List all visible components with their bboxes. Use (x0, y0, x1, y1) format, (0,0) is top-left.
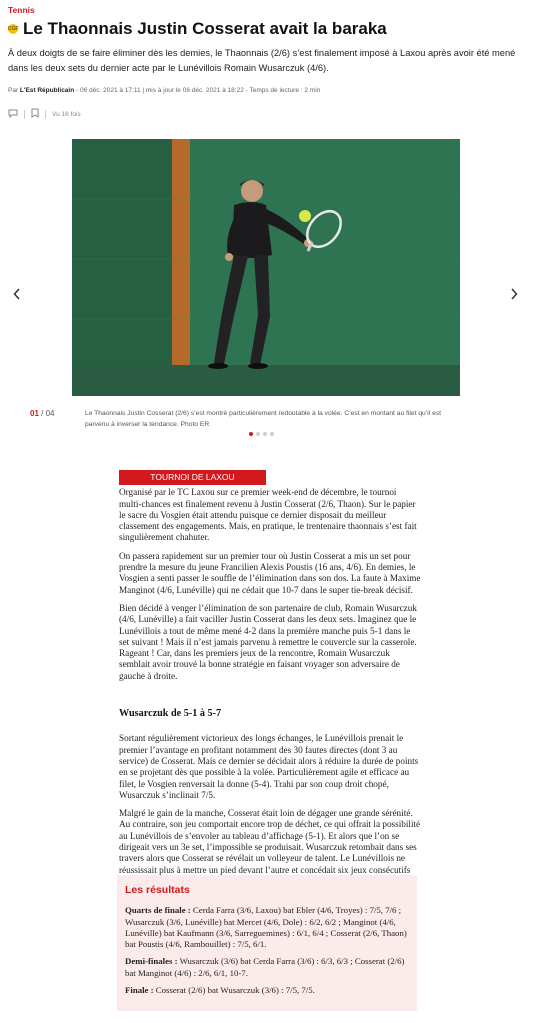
tennis-player-photo (72, 139, 460, 396)
results-title: Les résultats (125, 884, 190, 896)
final-label: Finale : (125, 985, 154, 996)
gallery-dot[interactable] (249, 432, 253, 436)
paragraph: Organisé par le TC Laxou sur ce premier week-end de décembre, le tournoi multi-chances est finalement revenu à Justin Cosserat (2/6, Thaon). Sur le papier le sacre du Vosgien était attendu puisque ce dernier disposait du meilleur classement des engagements. Mais, en pratique, le trentenaire thaonnais s’est fait singulièrement chahuter. (119, 487, 417, 543)
semifinals-text: Wusarczuk (3/6) bat Cerda Farra (3/6) : 6/3, 6/3 ; Cosserat (2/6) bat Manginot (4/6) : 2/6, 6/1, 10-7. (125, 956, 405, 978)
article-tools (8, 108, 81, 120)
meta-source[interactable]: L'Est Républicain (19, 87, 75, 94)
results-semifinals (125, 956, 409, 979)
gallery-dot[interactable] (256, 432, 260, 436)
paragraph: Bien décidé à venger l’élimination de son partenaire de club, Romain Wusarczuk (4/6, Lunéville) a fait vaciller Justin Cosserat dans les deux sets. Imaginez que le Lunévillois a tout de même mené 4-2 dans la première manche puis 5-1 dans le set suivant ! Mais il n’est jamais parvenu à remettre le couvercle sur la casserole. Rageant ! Car, dans les premiers jeux de la rencontre, Romain Wusarczuk semblait avoir trouvé la bonne stratégie en faisant voyager son adversaire de gauche à droite. (119, 602, 417, 681)
views-count: Vu 16 fois (52, 110, 81, 118)
results-box (117, 875, 417, 1011)
semifinals-label: Demi-finales : (125, 956, 178, 967)
photo-caption: Le Thaonnais Justin Cosserat (2/6) s’est montré particulièrement redoutable à la volée. C’est en montant au filet qu’il est parvenu à inverser la tendance. Photo ER (85, 410, 441, 428)
gallery-total: / 04 (41, 409, 55, 418)
tournament-label: TOURNOI DE LAXOU (119, 470, 266, 485)
gallery-prev-icon[interactable] (13, 287, 21, 303)
gallery-counter (30, 409, 54, 418)
divider (45, 110, 46, 119)
headline (8, 19, 528, 39)
bookmark-icon[interactable] (31, 108, 39, 120)
article-body (119, 470, 421, 894)
results-final (125, 985, 409, 996)
gallery-dot[interactable] (270, 432, 274, 436)
section-rubric[interactable]: Tennis (8, 5, 35, 15)
quarterfinals-label: Quarts de finale : (125, 905, 191, 916)
gallery-current: 01 (30, 409, 39, 418)
results-quarterfinals (125, 905, 409, 950)
divider (24, 110, 25, 119)
paragraph: On passera rapidement sur un premier tour où Justin Cosserat a mis un set pour prendre la mesure du jeune Francilien Alexis Poustis (16 ans, 4/6). En demies, le Vosgien a senti passer le souffle de l’élimination dans son dos. La faute à Maxime Manginot (4/6, Lunéville) qui ne cédait que 10-7 dans le super tie-break décisif. (119, 550, 421, 595)
article-title: Le Thaonnais Justin Cosserat avait la baraka (23, 19, 387, 38)
article-subheading: Wusarczuk de 5-1 à 5-7 (119, 708, 222, 720)
article-lede: À deux doigts de se faire éliminer dès les demies, le Thaonnais (2/6) s’est finalement imposé à Laxou après avoir été mené dans les deux sets du dernier acte par le Lunévillois Romain Wusarczuk (4/6). (8, 48, 516, 73)
gallery-next-icon[interactable] (510, 287, 518, 303)
paragraph: Sortant régulièrement victorieux des longs échanges, le Lunévillois prenait le premier l’avantage en profitant notamment des 30 fautes directes (dont 3 au service) de Cosserat. Mais ce dernier se décidait alors à réduire la durée de points en se projetant dès que possible à la volée. Particulièrement agile et efficace au filet, le Vosgien renversait la donne (5-4). Trahi par son coup droit chopé, Wusarczuk s’inclinait 7/5. (119, 733, 419, 800)
quarterfinals-text: Cerda Farra (3/6, Laxou) bat Ebler (4/6, Troyes) : 7/5, 7/6 ; Wusarczuk (3/6, Lunéville) bat Mercet (4/6, Dole) : 6/2, 6/2 ; Manginot (4/6, Lunéville) bat Kaufmann (3/6, Sarreguemines) : 6/1, 6/4 ; Cosserat (2/6, Thaon) bat Poustis (4/6, Rambouillet) : 7/5, 6/1. (125, 905, 407, 950)
comment-icon[interactable] (8, 109, 18, 120)
paragraph: Malgré le gain de la manche, Cosserat était loin de dégager une grande sérénité. Au contraire, son jeu comportait encore trop de déchet, ce qui offrait la possibilité au Lunévillois de s’envoler au tableau d’affichage (5-1). Et alors que l’on se dirigeait vers un 3e set, l’impossible se produisait. Wusarczuk retombait dans ses travers alors que Cosserat se révélait un volleyeur de talent. Le Lunévillois ne réussissait plus à mettre un pied devant l’autre et concédait six jeux consécutifs (119, 808, 421, 875)
premium-badge-icon: CGF (7, 26, 19, 32)
meta-by: Par (8, 87, 20, 94)
meta-dates: - 06 déc. 2021 à 17:11 | mis à jour le 06 déc. 2021 à 18:22 - Temps de lecture : 2 min (74, 87, 321, 94)
gallery-dots (249, 432, 274, 436)
final-text: Cosserat (2/6) bat Wusarczuk (3/6) : 7/5, 7/5. (153, 985, 315, 996)
gallery-dot[interactable] (263, 432, 267, 436)
article-meta (8, 87, 530, 94)
gallery-photo[interactable] (72, 139, 460, 396)
